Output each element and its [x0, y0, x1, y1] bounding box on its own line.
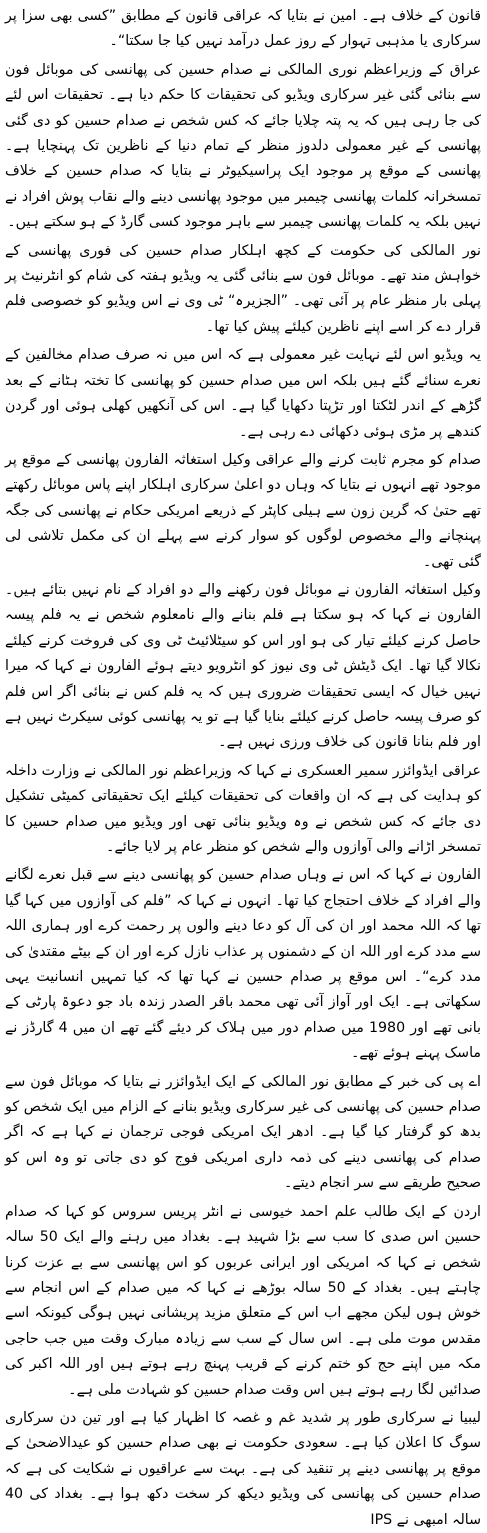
article-paragraph-6: وکیل استغاثہ الفارون نے موبائل فون رکھنے والے دو افراد کے نام نہیں بتائے ہیں۔ الفارون نے کہا کہ ہو سکتا ہے فلم بنانے والے نامعلوم شخص نے یہ فلم پیسہ حاصل کرنے کیلئے تیار کی ہو اور اس کو سیٹلائیٹ ٹی وی کی فروخت کرنے کیلئے نکالا گیا تھا۔ ایک ڈیٹش ٹی وی نیوز کو انٹرویو دیتے ہوئے الفارون نے کہا کہ میرا نہیں خیال کہ ایسی تحقیقات ضروری ہیں کہ یہ فلم کس نے بنائی اگر اس فلم کو صرف پیسہ حاصل کرنے کیلئے بنایا گیا ہے تو یہ پھانسی کوئی سیکرٹ نہیں ہے اور فلم بنانا قانون کی خلاف ورزی نہیں ہے۔ — [5, 581, 481, 751]
article-paragraph-4: یہ ویڈیو اس لئے نہایت غیر معمولی ہے کہ اس میں نہ صرف صدام مخالفین کے نعرے سنائے گئے ہیں بلکہ اس میں صدام حسین کو پھانسی کا تختہ ہٹانے کے بعد گڑھے کے اندر لٹکتا اور تڑپتا دکھایا گیا ہے۔ اس کی آنکھیں کھلی ہوئی اور گردن کندھے پر مڑی ہوئی دکھائی دے رہی ہے۔ — [5, 347, 481, 440]
article-paragraph-3: نور المالکی کی حکومت کے کچھ اہلکار صدام حسین کی فوری پھانسی کے خواہش مند تھے۔ موبائل فون سے بنائی گئی یہ ویڈیو ہفتہ کی شام کو انٹرنیٹ پر پہلی بار منظر عام پر آئی تھی۔ ”الجزیرہ“ ٹی وی نے اس ویڈیو کو خصوصی فلم قرار دے کر اسے اپنے ناظرین کیلئے پیش کیا تھا۔ — [5, 242, 481, 335]
article-paragraph-2: عراق کے وزیراعظم نوری المالکی نے صدام حسین کی پھانسی کی موبائل فون سے بنائی گئی غیر سرکاری ویڈیو کی تحقیقات کا حکم دیا ہے۔ تحقیقات اس لئے کی جا رہی ہیں کہ یہ پتہ چلایا جائے کہ کس شخص نے صدام حسین کو دی گئی پھانسی کے غیر معمولی دلدوز منظر کے تمام دنیا کے ناظرین تک پہنچایا ہے۔ پھانسی کے موقع پر موجود ایک پراسیکیوٹر نے بتایا کہ صدام حسین کے خلاف تمسخرانہ کلمات پھانسی چیمبر میں موجود پھانسی دینے والے نقاب پوش افراد نے نہیں بلکہ یہ کلمات پھانسی چیمبر سے باہر موجود کسی گارڈ کے ہو سکتے ہیں۔ — [5, 61, 481, 231]
article-paragraph-10: اردن کے ایک طالب علم احمد خیوسی نے انٹر پریس سروس کو کہا کہ صدام حسین اس صدی کا سب سے بڑا شہید ہے۔ بغداد میں رہنے والے ایک 50 سالہ شخص نے کہا کہ امریکی اور ایرانی عربوں کو اس پھانسی سے بے عزت کرنا چاہتے ہیں۔ بغداد کے 50 سالہ بوڑھے نے کہا کہ میں صدام کے اس انجام سے خوش ہوں لیکن مجھے اب اس کے متعلق مزید پریشانی نہیں ہوگی کیونکہ اسے مقدس موت ملی ہے۔ اس سال کے سب سے زیادہ مبارک وقت میں جب حاجی مکہ میں اپنے حج کو ختم کرنے کے قریب پہنچ رہے ہوتے ہیں اور اللہ اکبر کی صدائیں لگا رہے ہوتے ہیں اس وقت صدام حسین کو شہادت ملی ہے۔ — [5, 1203, 481, 1398]
article-paragraph-9: اے پی کی خبر کے مطابق نور المالکی کے ایک ایڈوائزر نے بتایا کہ موبائل فون سے صدام حسین کی پھانسی کی غیر سرکاری ویڈیو بنانے کے الزام میں ایک شخص کو بدھ کو گرفتار کیا گیا ہے۔ ادھر ایک امریکی فوجی ترجمان نے کہا ہے کہ اگر صدام کی پھانسی دینے کی ذمہ داری امریکی فوج کو دی جاتی تو وہ اس کو صحیح طریقے سے سر انجام دیتے۔ — [5, 1073, 481, 1192]
article-paragraph-1: قانون کے خلاف ہے۔ امین نے بتایا کہ عراقی قانون کے مطابق ”کسی بھی سزا پر سرکاری یا مذہبی تہوار کے روز عمل درآمد نہیں کیا جا سکتا“۔ — [5, 8, 481, 50]
article-paragraph-5: صدام کو مجرم ثابت کرنے والے عراقی وکیل استغاثہ الفارون پھانسی کے موقع پر موجود تھے انہوں نے بتایا کہ وہاں دو اعلیٰ سرکاری اہلکار اپنے پاس موبائل رکھتے تھے حتیٰ کہ گرین زون سے ہیلی کاپٹر کے ذریعے امریکی حکام نے پھانسی کی جگہ پہنچانے والے مخصوص لوگوں کو سوار کرنے سے پہلے ان کی مکمل تلاشی لی گئی تھی۔ — [5, 451, 481, 570]
article-paragraph-7: عراقی ایڈوائزر سمیر العسکری نے کہا کہ وزیراعظم نور المالکی نے وزارت داخلہ کو ہدایت کی ہے کہ ان واقعات کی تحقیقات کیلئے ایک تحقیقاتی کمیٹی تشکیل دی جائے کہ کس شخص نے وہ ویڈیو بنائی تھی اور ویڈیو میں صدام حسین کا تمسخر اڑانے والی آوازوں والے شخص کو منظر عام پر لایا جائے۔ — [5, 762, 481, 855]
article-paragraph-11: لیبیا نے سرکاری طور پر شدید غم و غصہ کا اظہار کیا ہے اور تین دن سرکاری سوگ کا اعلان کیا ہے۔ سعودی حکومت نے بھی صدام حسین کو عیدالاضحیٰ کے موقع پر پھانسی دینے پر تنقید کی ہے۔ بہت سے عراقیوں نے شکایت کی ہے کہ صدام حسین کی پھانسی کی ویڈیو دیکھ کر سخت دکھ ہوا ہے۔ بغداد کی 40 سالہ امبھی نے IPS — [5, 1409, 481, 1528]
article-paragraph-8: الفارون نے کہا کہ اس نے وہاں صدام حسین کو پھانسی دینے سے قبل نعرے لگانے والے افراد کے خلاف احتجاج کیا تھا۔ انہوں نے کہا کہ ”فلم کی آوازوں میں کہا گیا تھا کہ اللہ محمد اور ان کی آل کو دعا دینے والوں پر رحمت کرے اور ہماری اللہ سے مدد کرے اور اللہ ان کے دشمنوں پر عذاب نازل کرے اور ان کے بیٹے مقتدیٰ کی مدد کرے“۔ اس موقع پر صدام حسین نے کہا تھا کہ کیا تمہیں انسانیت یہی سکھاتی ہے۔ ایک اور آواز آئی تھی محمد باقر الصدر زندہ باد جو دعوۃ پارٹی کے بانی تھے اور 1980 میں صدام دور میں ہلاک کر دیئے گئے تھے ان میں 4 گارڈز نے ماسک پہنے ہوئے تھے۔ — [5, 867, 481, 1062]
